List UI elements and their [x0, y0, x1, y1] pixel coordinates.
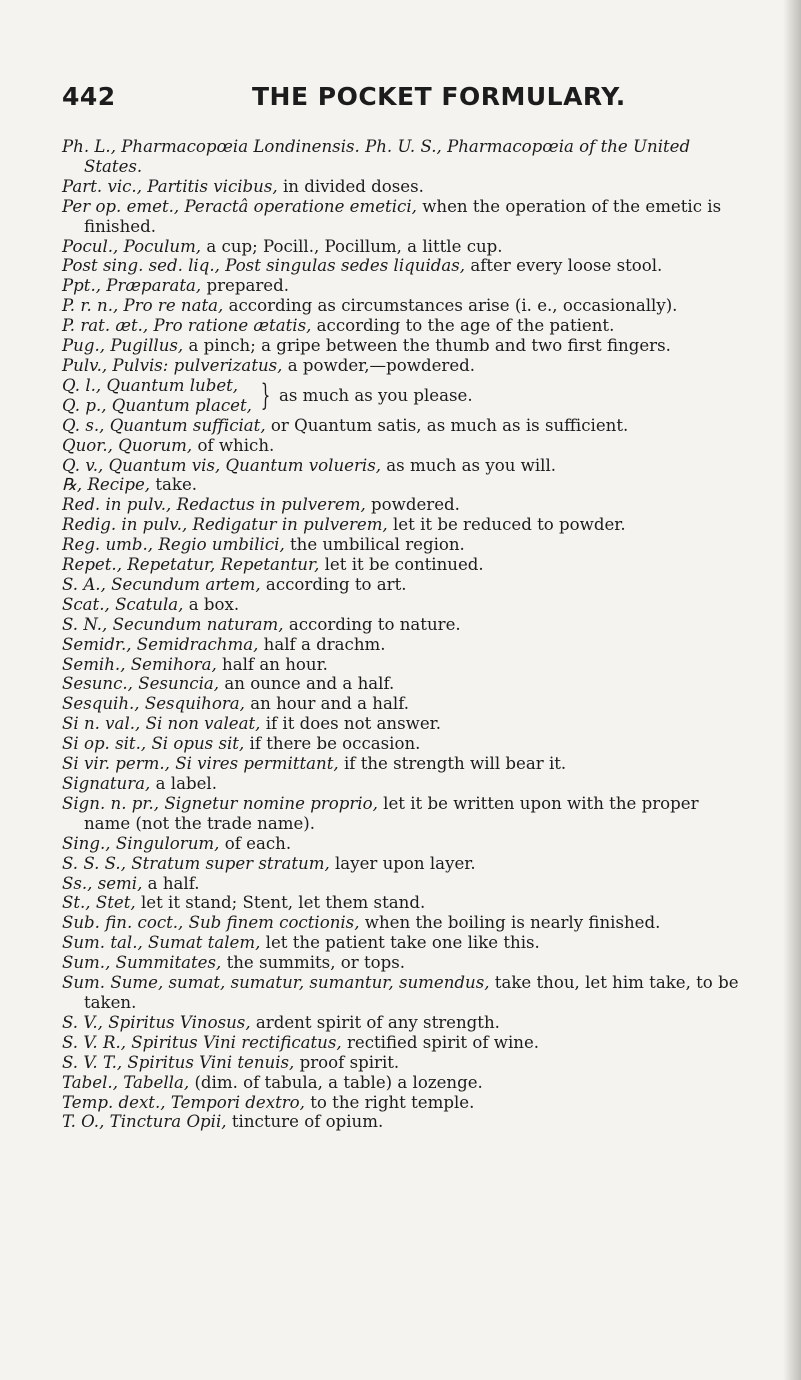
full-term: Tinctura Opii, [109, 1112, 227, 1132]
full-term: Post singulas sedes liquidas, [225, 256, 466, 276]
meaning: a pinch; a gripe between the thumb and two first fingers. [188, 336, 671, 356]
meaning: ardent spirit of any strength. [255, 1012, 500, 1032]
meaning: take thou, let him take, to be taken. [84, 973, 739, 1012]
abbreviation: Semidr., [62, 634, 132, 654]
braced-entry [62, 376, 742, 416]
abbreviation-entry [62, 635, 742, 655]
full-term: Spiritus Vinosus, [108, 1012, 251, 1032]
abbreviation-entry [62, 177, 742, 197]
abbreviation-entry [62, 754, 742, 774]
abbreviation-entry [62, 973, 742, 1013]
full-term: Sesuncia, [138, 674, 220, 694]
abbreviation-entry [62, 913, 742, 933]
meaning: let it be continued. [324, 555, 484, 575]
full-term: Quantum vis, Quantum volueris, [108, 455, 381, 475]
brace-glyph: } [260, 377, 271, 413]
abbreviation-entry [62, 535, 742, 555]
full-term: Redactus in pulverem, [176, 495, 366, 515]
page-number: 442 [62, 82, 116, 111]
meaning: the summits, or tops. [226, 953, 406, 973]
abbreviation-entry [62, 276, 742, 296]
abbreviation: Sum. tal., [62, 933, 143, 953]
abbreviation: Sesunc., [62, 674, 133, 694]
abbreviation-entry [62, 237, 742, 257]
meaning: powdered. [371, 495, 460, 515]
full-term: Sumat talem, [148, 933, 261, 953]
full-term: Sub finem coctionis, [188, 913, 360, 933]
abbreviation-entry [62, 615, 742, 635]
meaning: a label. [155, 774, 218, 793]
abbreviation-entry [62, 575, 742, 595]
abbreviation: Tabel., [62, 1072, 118, 1092]
abbreviation: Sum. [62, 973, 106, 993]
abbreviation: Reg. umb., [62, 535, 154, 555]
abbreviation: Red. in pulv., [62, 495, 172, 515]
abbreviation-entry [62, 674, 742, 694]
meaning: in divided doses. [282, 176, 424, 196]
full-term: Pulvis: pulverizatus, [112, 355, 283, 375]
abbreviation-entry [62, 336, 742, 356]
full-term: Tempori dextro, [170, 1092, 305, 1112]
abbreviation-entry [62, 296, 742, 316]
meaning: according to nature. [288, 614, 461, 634]
abbreviation: Repet., [62, 555, 122, 575]
meaning: a powder,—powdered. [287, 355, 476, 375]
abbreviation: Pug., [62, 336, 106, 356]
full-term: Pro re nata, [123, 296, 224, 316]
abbreviation-entry [62, 316, 742, 336]
full-term: Redigatur in pulverem, [192, 515, 388, 535]
meaning: if there be occasion. [249, 734, 421, 754]
meaning: half an hour. [222, 654, 328, 674]
abbreviation: Semih., [62, 654, 126, 674]
abbreviation: Pulv., [62, 355, 108, 375]
abbreviation-entry [62, 893, 742, 913]
full-term: Quorum, [118, 435, 193, 455]
full-term: Repetatur, Repetantur, [127, 555, 320, 575]
meaning: layer upon layer. [335, 853, 476, 873]
abbreviation: S. V. R., [62, 1032, 126, 1052]
full-term: Si vires permittant, [175, 754, 339, 774]
abbreviation-entry [62, 137, 742, 177]
meaning: let the patient take one like this. [265, 933, 540, 953]
full-term: semi, [97, 873, 143, 893]
meaning: half a drachm. [263, 634, 386, 654]
abbreviation: Quor., [62, 435, 113, 455]
meaning: let it stand; Stent, let them stand. [140, 893, 426, 913]
abbreviation: S. N., [62, 614, 108, 634]
full-term: Recipe, [87, 475, 151, 495]
abbreviation: Q. v., [62, 455, 104, 475]
abbreviation: Si op. sit., [62, 734, 147, 754]
abbreviation-list [62, 137, 742, 1132]
page-edge-shadow [783, 0, 801, 1380]
meaning: as much as you will. [386, 455, 557, 475]
meaning: when the boiling is nearly finished. [364, 913, 661, 933]
abbreviation-entry [62, 714, 742, 734]
meaning: an hour and a half. [250, 694, 410, 714]
full-term: Spiritus Vini tenuis, [127, 1052, 295, 1072]
full-term: Pro ratione ætatis, [153, 316, 312, 336]
abbreviation-entry [62, 655, 742, 675]
full-term: Scatula, [115, 594, 184, 614]
abbreviation: Q. s., [62, 415, 105, 435]
meaning: take. [155, 475, 198, 495]
abbreviation: Q. l., [62, 375, 102, 395]
full-term: Præparata, [106, 276, 202, 296]
meaning: of which. [197, 435, 275, 455]
abbreviation-entry [62, 555, 742, 575]
meaning: if the strength will bear it. [343, 754, 567, 774]
abbreviation-entry [62, 515, 742, 535]
abbreviation-entry [62, 1033, 742, 1053]
full-term: Poculum, [123, 236, 202, 256]
abbreviation-entry [62, 933, 742, 953]
meaning: let it be written upon with the proper name (not the trade name). [84, 793, 699, 833]
full-term: Sume, sumat, sumatur, sumantur, sumendus, [110, 973, 490, 993]
abbreviation-entry [62, 495, 742, 515]
abbreviation: Scat., [62, 594, 110, 614]
braced-term [62, 396, 252, 416]
meaning: as much as you please. [279, 385, 473, 405]
abbreviation-entry [62, 256, 742, 276]
abbreviation: P. rat. æt., [62, 316, 149, 336]
full-term: Secundum artem, [111, 574, 261, 594]
meaning: (dim. of tabula, a table) a lozenge. [194, 1072, 483, 1092]
meaning: or Quantum satis, as much as is sufficient. [270, 415, 629, 435]
full-term: Summitates, [115, 953, 222, 973]
full-term: Regio umbilici, [158, 535, 285, 555]
abbreviation: St., [62, 893, 91, 913]
full-term: Secundum naturam, [112, 614, 284, 634]
full-term: Pugillus, [110, 336, 184, 356]
abbreviation-entry [62, 1073, 742, 1093]
meaning: tincture of opium. [231, 1112, 384, 1132]
braced-term [62, 376, 252, 396]
abbreviation-entry [62, 456, 742, 476]
abbreviation-entry [62, 595, 742, 615]
full-term: Stet, [95, 893, 136, 913]
meaning: according to the age of the patient. [316, 316, 615, 336]
meaning: a half. [147, 873, 200, 893]
abbreviation: S. V., [62, 1012, 103, 1032]
abbreviation: Sum., [62, 953, 111, 973]
abbreviation-entry [62, 1093, 742, 1113]
abbreviation: ℞, [62, 475, 83, 495]
abbreviation: Sesquih., [62, 694, 140, 714]
abbreviation-entry [62, 1112, 742, 1132]
abbreviation: P. r. n., [62, 296, 119, 316]
full-term: Peractâ operatione emetici, [184, 196, 417, 216]
abbreviation: Si n. val., [62, 714, 141, 734]
abbreviation-entry [62, 197, 742, 237]
abbreviation: Sing., [62, 833, 111, 853]
abbreviation: Q. p., [62, 395, 107, 415]
abbreviation-entry [62, 734, 742, 754]
meaning: a box. [188, 594, 240, 614]
abbreviation: Si vir. perm., [62, 754, 170, 774]
meaning: the umbilical region. [290, 535, 465, 555]
meaning: a cup; Pocill., Pocillum, a little cup. [206, 236, 503, 256]
abbreviation-entry [62, 694, 742, 714]
abbreviation: T. O., [62, 1112, 105, 1132]
abbreviation: S. A., [62, 574, 106, 594]
meaning: rectified spirit of wine. [346, 1032, 540, 1052]
full-term: Signetur nomine proprio, [164, 793, 378, 813]
abbreviation: Post sing. sed. liq., [62, 256, 220, 276]
abbreviation-entry [62, 356, 742, 376]
abbreviation: Signatura, [62, 774, 151, 793]
full-term: Tabella, [123, 1072, 190, 1092]
page-header [62, 82, 742, 118]
abbreviation-entry [62, 834, 742, 854]
abbreviation-entry [62, 416, 742, 436]
meaning: if it does not answer. [265, 714, 442, 734]
meaning: let it be reduced to powder. [393, 515, 626, 535]
full-term: Stratum super stratum, [131, 853, 330, 873]
meaning: when the operation of the emetic is finished. [84, 196, 722, 236]
abbreviation: Ss., [62, 873, 93, 893]
meaning: to the right temple. [310, 1092, 475, 1112]
braced-terms [62, 376, 252, 416]
meaning: according as circumstances arise (i. e., occasionally). [228, 296, 678, 316]
abbreviation: Part. vic., [62, 176, 142, 196]
full-term: Quantum sufficiat, [109, 415, 266, 435]
meaning: after every loose stool. [470, 256, 663, 276]
entries-group-q-t [62, 416, 742, 1133]
abbreviation: Ph. L., [62, 137, 116, 156]
full-term: Sesquihora, [144, 694, 245, 714]
full-term: Semidrachma, [136, 634, 259, 654]
full-term: Si opus sit, [151, 734, 245, 754]
abbreviation-entry [62, 794, 742, 834]
meaning: of each. [224, 833, 292, 853]
abbreviation: Pocul., [62, 236, 119, 256]
abbreviation: Per op. emet., [62, 196, 180, 216]
full-term: Semihora, [130, 654, 217, 674]
meaning: proof spirit. [299, 1052, 400, 1072]
meaning: according to art. [265, 574, 407, 594]
full-term: Quantum placet, [111, 395, 252, 415]
full-term: Partitis vicibus, [147, 176, 278, 196]
abbreviation: Ppt., [62, 276, 102, 296]
full-term: Si non valeat, [145, 714, 261, 734]
full-term: Singulorum, [115, 833, 220, 853]
abbreviation-entry [62, 854, 742, 874]
abbreviation-entry [62, 774, 742, 794]
abbreviation: Temp. dext., [62, 1092, 166, 1112]
abbreviation-entry [62, 475, 742, 495]
meaning: prepared. [206, 276, 289, 296]
abbreviation: S. V. T., [62, 1052, 123, 1072]
full-term: Spiritus Vini rectificatus, [131, 1032, 342, 1052]
abbreviation-entry [62, 1013, 742, 1033]
entries-group-p [62, 137, 742, 376]
abbreviation: Sign. n. pr., [62, 793, 160, 813]
abbreviation-entry [62, 953, 742, 973]
abbreviation-entry [62, 436, 742, 456]
full-term: Quantum lubet, [106, 375, 239, 395]
abbreviation: S. S. S., [62, 853, 126, 873]
abbreviation-entry [62, 1053, 742, 1073]
full-term: Pharmacopœia Londinensis. Ph. U. S., Pharmacopœia of the United States. [84, 137, 691, 176]
abbreviation: Redig. in pulv., [62, 515, 188, 535]
running-title: THE POCKET FORMULARY. [252, 82, 626, 111]
abbreviation: Sub. fin. coct., [62, 913, 184, 933]
abbreviation-entry [62, 874, 742, 894]
meaning: an ounce and a half. [224, 674, 395, 694]
